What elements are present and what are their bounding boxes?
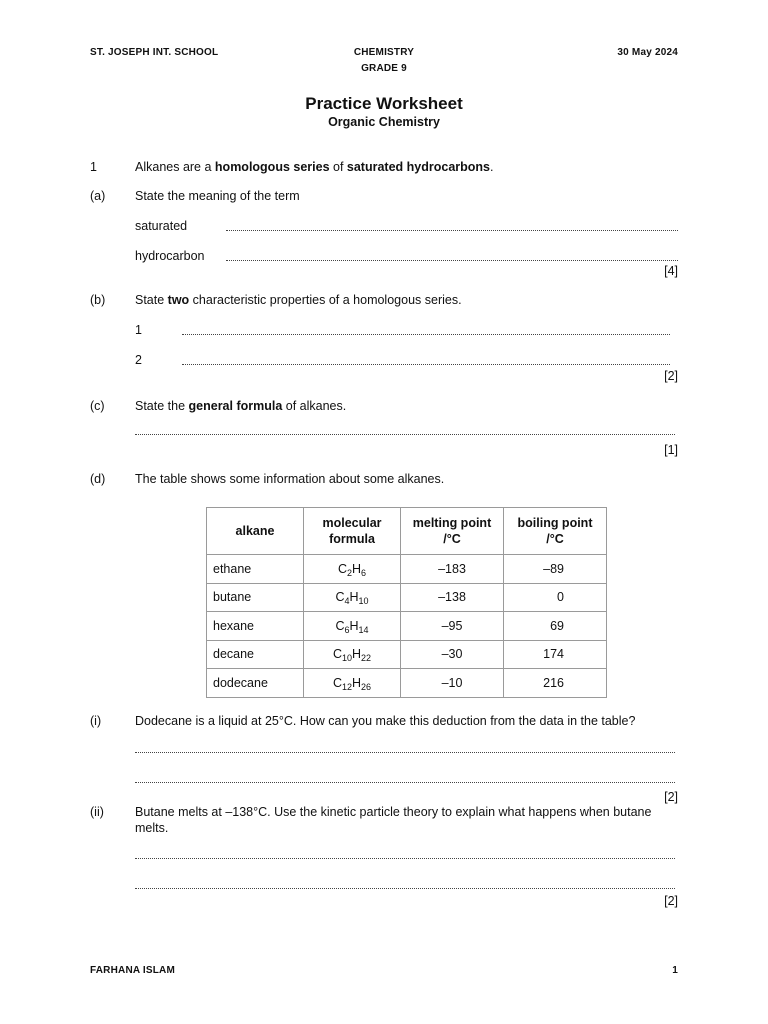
answer-line-i-1[interactable] — [135, 750, 675, 753]
part-c-text: State the general formula of alkanes. — [135, 399, 347, 413]
term-saturated: saturated — [135, 219, 188, 233]
answer-line-property-1[interactable] — [182, 332, 670, 335]
cell-formula: $C_2H_6$ — [304, 555, 401, 584]
part-c-label: (c) — [90, 399, 105, 413]
cell-boiling-point: –89 — [504, 555, 607, 584]
cell-melting-point: –30 — [401, 640, 504, 669]
answer-line-ii-1[interactable] — [135, 856, 675, 859]
grade-label: GRADE 9 — [361, 63, 407, 74]
alkane-data-table — [206, 507, 607, 698]
cell-melting-point: –138 — [401, 583, 504, 612]
cell-alkane: butane — [207, 583, 304, 612]
author-name: FARHANA ISLAM — [90, 965, 176, 976]
answer-line-saturated[interactable] — [226, 228, 678, 231]
part-i-text: Dodecane is a liquid at 25°C. How can you make this deduction from the data in the table? — [135, 714, 636, 728]
part-b-text: State two characteristic properties of a homologous series. — [135, 293, 462, 307]
cell-alkane: ethane — [207, 555, 304, 584]
page-subtitle: Organic Chemistry — [328, 115, 440, 129]
part-i-label: (i) — [90, 714, 102, 728]
marks-i: [2] — [664, 790, 678, 804]
cell-formula: $C_{10}H_{22}$ — [304, 640, 401, 669]
cell-alkane: dodecane — [207, 669, 304, 698]
answer-line-general-formula[interactable] — [135, 432, 675, 435]
part-ii-text-line-2: melts. — [135, 821, 169, 835]
part-b-label: (b) — [90, 293, 106, 307]
table-header-row — [207, 508, 607, 555]
subject-name: CHEMISTRY — [353, 47, 415, 58]
cell-boiling-point: 174 — [504, 640, 607, 669]
cell-formula: $C_4H_{10}$ — [304, 583, 401, 612]
cell-boiling-point: 216 — [504, 669, 607, 698]
cell-boiling-point: 0 — [504, 583, 607, 612]
header-melting-point: melting point /°C — [401, 508, 504, 555]
part-d-label: (d) — [90, 472, 106, 486]
marks-c: [1] — [664, 443, 678, 457]
page-number: 1 — [672, 965, 678, 976]
cell-melting-point: –183 — [401, 555, 504, 584]
part-ii-label: (ii) — [90, 805, 104, 819]
cell-melting-point: –10 — [401, 669, 504, 698]
term-hydrocarbon: hydrocarbon — [135, 249, 205, 263]
answer-line-ii-2[interactable] — [135, 886, 675, 889]
cell-boiling-point: 69 — [504, 612, 607, 641]
marks-a: [4] — [664, 264, 678, 278]
marks-ii: [2] — [664, 894, 678, 908]
question-stem: Alkanes are a homologous series of saturated hydrocarbons. — [135, 160, 494, 174]
cell-formula: $C_6H_{14}$ — [304, 612, 401, 641]
table-row — [207, 669, 607, 698]
table-row — [207, 640, 607, 669]
part-a-label: (a) — [90, 189, 106, 203]
part-a-text: State the meaning of the term — [135, 189, 300, 203]
header-boiling-point: boiling point /°C — [504, 508, 607, 555]
question-number: 1 — [90, 160, 97, 174]
school-name: ST. JOSEPH INT. SCHOOL — [90, 47, 219, 58]
cell-melting-point: –95 — [401, 612, 504, 641]
page-title: Practice Worksheet — [305, 94, 463, 113]
property-2-number: 2 — [135, 353, 142, 367]
table-row — [207, 612, 607, 641]
part-ii-text-line-1: Butane melts at –138°C. Use the kinetic particle theory to explain what happens when butane — [135, 805, 652, 819]
answer-line-property-2[interactable] — [182, 362, 670, 365]
cell-formula: $C_{12}H_{26}$ — [304, 669, 401, 698]
answer-line-hydrocarbon[interactable] — [226, 258, 678, 261]
property-1-number: 1 — [135, 323, 142, 337]
cell-alkane: hexane — [207, 612, 304, 641]
marks-b: [2] — [664, 369, 678, 383]
part-d-text: The table shows some information about some alkanes. — [135, 472, 445, 486]
answer-line-i-2[interactable] — [135, 780, 675, 783]
table-row — [207, 583, 607, 612]
cell-alkane: decane — [207, 640, 304, 669]
header-molecular-formula: molecular formula — [304, 508, 401, 555]
header-alkane: alkane — [207, 508, 304, 555]
worksheet-date: 30 May 2024 — [617, 47, 678, 58]
table-row — [207, 555, 607, 584]
